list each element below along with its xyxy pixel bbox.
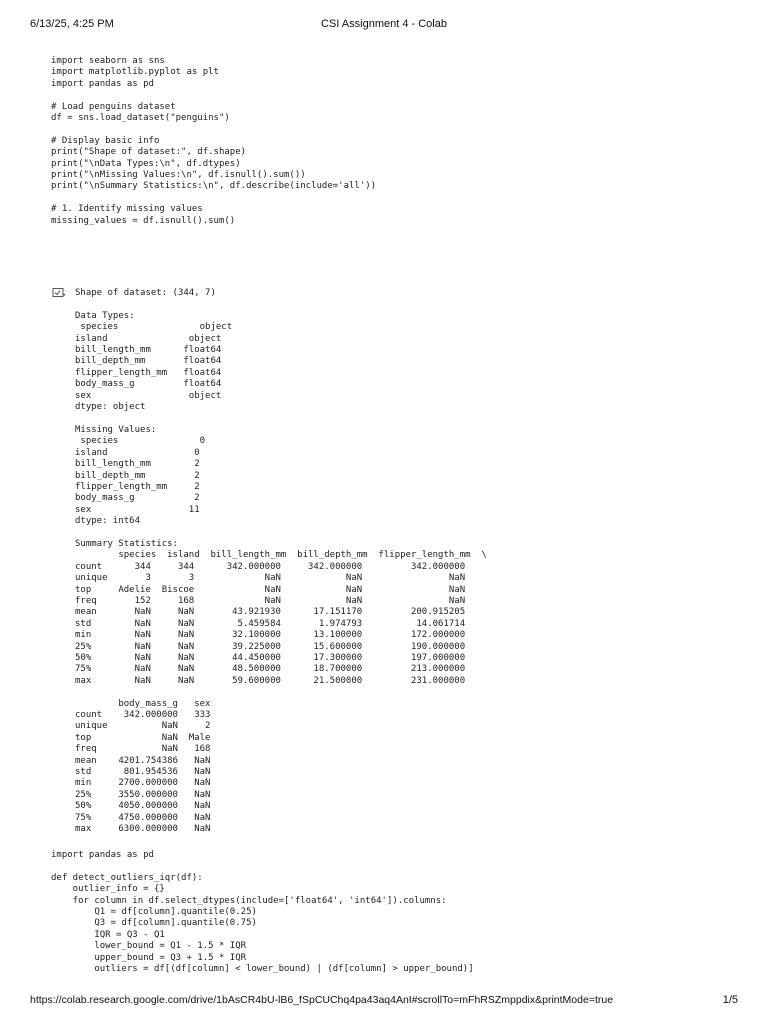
page-title: CSI Assignment 4 - Colab	[321, 18, 447, 30]
page-number: 1/5	[722, 994, 738, 1006]
print-datetime: 6/13/25, 4:25 PM	[30, 18, 114, 30]
print-url: https://colab.research.google.com/drive/1bAsCR4bU-lB6_fSpCUChq4pa43aq4AnI#scrollTo=mFhRSZmppdix&printMode=true	[30, 994, 614, 1006]
code-cell-load-dataset[interactable]: import seaborn as sns import matplotlib.pyplot as plt import pandas as pd # Load penguins dataset df = sns.load_dataset("penguins") # Display basic info print("Shape of dataset:", df.shape) print("\nData Types:\n", df.dtypes) print("\nMissing Values:\n", df.isnull().sum()) print("\nSummary Statistics:\n", df.describe(include='all')) # 1. Identify missing values missing_values = df.isnull().sum()	[51, 56, 377, 226]
code-cell-detect-outliers[interactable]: import pandas as pd def detect_outliers_iqr(df): outlier_info = {} for column in df.select_dtypes(include=['float64', 'int64']).columns: Q1 = df[column].quantile(0.25) Q3 = df[column].quantile(0.75) IQR = Q3 - Q1 lower_bound = Q1 - 1.5 * IQR upper_bound = Q3 + 1.5 * IQR outliers = df[(df[column] < lower_bound) | (df[column] > upper_bound)]	[51, 850, 474, 975]
output-toggle-icon[interactable]	[52, 286, 66, 300]
cell-output: Shape of dataset: (344, 7) Data Types: species object island object bill_length_mm float64 bill_depth_mm float64 flipper_length_mm float64 body_mass_g float64 sex object dtype: object Missing Values: species 0 island 0 bill_length_mm 2 bill_depth_mm 2 flipper_length_mm 2 body_mass_g 2 sex 11 dtype: int64 Summary Statistics: species island bill_length_mm bill_depth_mm flipper_length_mm \ count 344 344 342.000000 342.000000 342.000000 unique 3 3 NaN NaN NaN top Adelie Biscoe NaN NaN NaN freq 152 168 NaN NaN NaN mean NaN NaN 43.921930 17.151170 200.915205 std NaN NaN 5.459584 1.974793 14.061714 min NaN NaN 32.100000 13.100000 172.000000 25% NaN NaN 39.225000 15.600000 190.000000 50% NaN NaN 44.450000 17.300000 197.000000 75% NaN NaN 48.500000 18.700000 213.000000 max NaN NaN 59.600000 21.500000 231.000000 body_mass_g sex count 342.000000 333 unique NaN 2 top NaN Male freq NaN 168 mean 4201.754386 NaN std 801.954536 NaN min 2700.000000 NaN 25% 3550.000000 NaN 50% 4050.000000 NaN 75% 4750.000000 NaN max 6300.000000 NaN	[75, 288, 487, 835]
